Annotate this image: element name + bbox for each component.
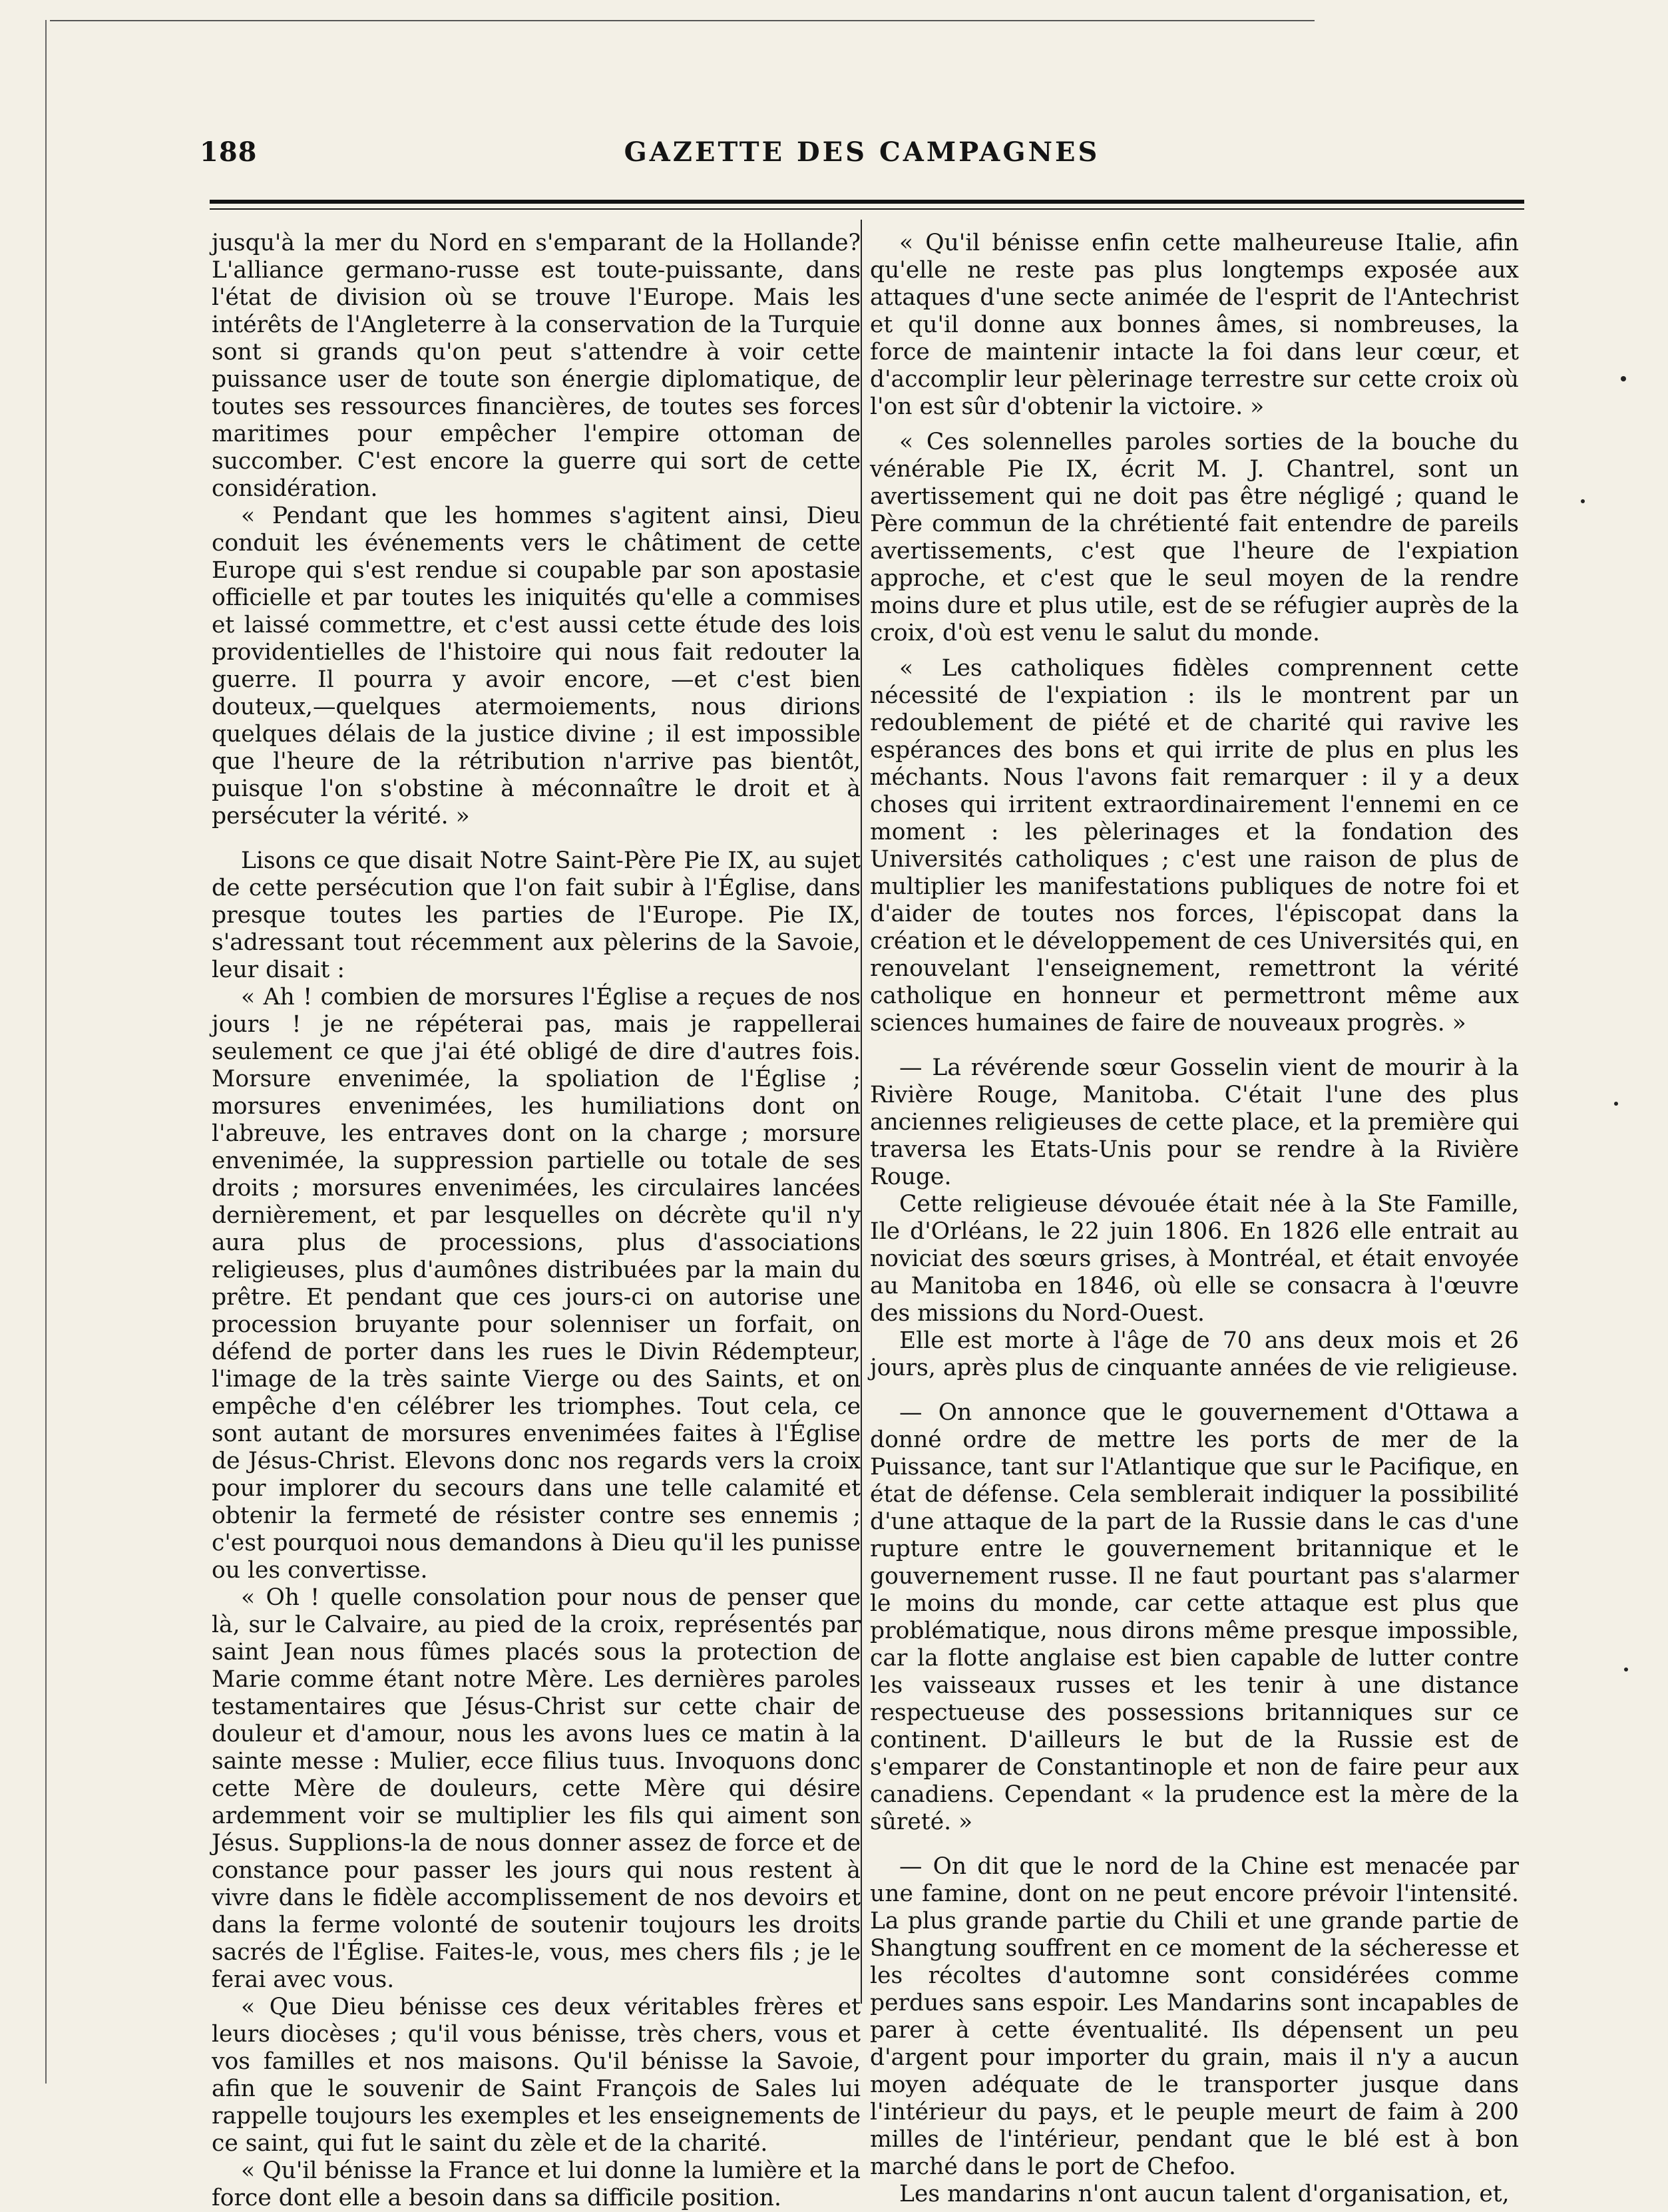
news-item: Cette religieuse dévouée était née à la Ste Famille, Ile d'Orléans, le 22 juin 1806. En 1826 elle entrait au noviciat des sœurs grises, à Montréal, et était envoyée au Manitoba en 1846, où elle se consacra à l'œuvre des missions du Nord-Ouest.: [870, 1191, 1519, 1327]
news-item: — La révérende sœur Gosselin vient de mourir à la Rivière Rouge, Manitoba. C'était l'une des plus anciennes religieuses de cette place, et la première qui traversa les Etats-Unis pour se rendre à la Rivière Rouge.: [870, 1054, 1519, 1190]
quote-paragraph: « Qu'il bénisse enfin cette malheureuse Italie, afin qu'elle ne reste pas plus longtemps exposée aux attaques d'une secte animée de l'esprit de l'Antechrist et qu'il donne aux bonnes âmes, si nombreuses, la force de maintenir intacte la foi dans leur cœur, et d'accomplir leur pèlerinage terrestre sur cette croix où l'on est sûr d'obtenir la victoire. »: [870, 230, 1519, 420]
ink-speck: [1614, 1102, 1618, 1106]
quote-paragraph: « Pendant que les hommes s'agitent ainsi, Dieu conduit les événements vers le châtiment de cette Europe qui s'est rendue si coupable par son apostasie officielle et par toutes les iniquités qu'elle a commises et laissé commettre, et c'est aussi cette étude des lois providentielles de l'histoire qui nous fait redouter la guerre. Il pourra y avoir encore, —et c'est bien douteux,—quelques atermoiements, nous dirions quelques délais de la justice divine ; il est impossible que l'heure de la rétribution n'arrive pas bientôt, puisque l'on s'obstine à méconnaître le droit et à persécuter la vérité. »: [212, 503, 861, 829]
running-title: GAZETTE DES CAMPAGNES: [624, 136, 1100, 168]
article-paragraph: jusqu'à la mer du Nord en s'emparant de la Hollande? L'alliance germano-russe est toute-puissante, dans l'état de division où se trouve l'Europe. Mais les intérêts de l'Angleterre à la conservation de la Turquie sont si grands qu'on peut s'attendre à voir cette puissance user de toute son énergie diplomatique, de toutes ses ressources financières, de toutes ses forces maritimes pour empêcher l'empire ottoman de succomber. C'est encore la guerre qui sort de cette considération.: [212, 230, 861, 502]
quote-paragraph: « Qu'il bénisse la France et lui donne la lumière et la force dont elle a besoin dans sa difficile position.: [212, 2157, 861, 2211]
quote-paragraph: « Les catholiques fidèles comprennent cette nécessité de l'expiation : ils le montrent par un redoublement de piété et de charité qui ravive les espérances des bons et qui irrite de plus en plus les méchants. Nous l'avons fait remarquer : il y a deux choses qui irritent extraordinairement l'ennemi en ce moment : les pèlerinages et la fondation des Universités catholiques ; c'est une raison de plus de multiplier les manifestations publiques de notre foi et d'aider de toutes nos forces, l'épiscopat dans la création et le développement de ces Universités qui, en renouvelant l'enseignement, remettront la vérité catholique en honneur et permettront même aux sciences humaines de faire de nouveaux progrès. »: [870, 655, 1519, 1036]
article-paragraph: Lisons ce que disait Notre Saint-Père Pie IX, au sujet de cette persécution que l'on fait subir à l'Église, dans presque toutes les parties de l'Europe. Pie IX, s'adressant tout récemment aux pèlerins de la Savoie, leur disait :: [212, 847, 861, 983]
left-column: [212, 230, 861, 2212]
ink-speck: [1581, 499, 1585, 503]
news-item: — On dit que le nord de la Chine est menacée par une famine, dont on ne peut encore prévoir l'intensité. La plus grande partie du Chili et une grande partie de Shangtung souffrent en ce moment de la sécheresse et les récoltes d'automne sont considérées comme perdues sans espoir. Les Mandarins sont incapables de parer à cette éventualité. Ils dépensent un peu d'argent pour importer du grain, mais il n'y a aucun moyen adéquate de le transporter jusque dans l'intérieur du pays, et le peuple meurt de faim à 200 milles de l'intérieur, pendant que le blé est à bon marché dans le port de Chefoo.: [870, 1853, 1519, 2180]
quote-paragraph: « Ces solennelles paroles sorties de la bouche du vénérable Pie IX, écrit M. J. Chantrel, sont un avertissement qui ne doit pas être négligé ; quand le Père commun de la chrétienté fait entendre de pareils avertissements, c'est que l'heure de l'expiation approche, et c'est que le seul moyen de la rendre moins dure et plus utile, est de se réfugier auprès de la croix, d'où est venu le salut du monde.: [870, 429, 1519, 646]
page-number: 188: [200, 136, 258, 168]
news-item: Les mandarins n'ont aucun talent d'organisation, et,: [899, 2181, 1510, 2207]
page-margin-rule: [45, 20, 47, 2084]
column-divider: [861, 220, 862, 2004]
page-header: [200, 136, 1524, 176]
news-item: — On annonce que le gouvernement d'Ottawa a donné ordre de mettre les ports de mer de la Puissance, tant sur l'Atlantique que sur le Pacifique, en état de défense. Cela semblerait indiquer la possibilité d'une attaque de la part de la Russie dans le cas d'une rupture entre le gouvernement britannique et le gouvernement russe. Il ne faut pourtant pas s'alarmer le moins du monde, car cette attaque est plus que problématique, nous dirons même presque impossible, car la flotte anglaise est bien capable de lutter contre les vaisseaux russes et les tenir à une distance respectueuse des possessions britanniques sur ce continent. D'ailleurs le but de la Russie est de s'emparer de Constantinople et non de faire peur aux canadiens. Cependant « la prudence est la mère de la sûreté. »: [870, 1399, 1519, 1835]
header-rule: [210, 200, 1524, 210]
quote-paragraph: « Ah ! combien de morsures l'Église a reçues de nos jours ! je ne répéterai pas, mais je rappellerai seulement ce que j'ai été obligé de dire d'autres fois. Morsure envenimée, la spoliation de l'Église ; morsures envenimées, les humiliations dont on l'abreuve, les entraves dont on la charge ; morsure envenimée, la suppression partielle ou totale de ses droits ; morsures envenimées, les circulaires lancées dernièrement, et par lesquelles on décrète qu'il n'y aura plus de processions, plus d'associations religieuses, plus d'aumônes distribuées par la main du prêtre. Et pendant que ces jours-ci on autorise une procession bruyante pour solenniser un forfait, on défend de porter dans les rues le Divin Rédempteur, l'image de la très sainte Vierge ou des Saints, et on empêche d'en célébrer les triomphes. Tout cela, ce sont autant de morsures envenimées faites à l'Église de Jésus-Christ. Elevons donc nos regards vers la croix pour implorer du secours dans une telle calamité et obtenir la fermeté de résister contre ses ennemis ; c'est pourquoi nous demandons à Dieu qu'il les punisse ou les convertisse.: [212, 984, 861, 1584]
ink-speck: [1624, 1667, 1628, 1671]
quote-paragraph: « Oh ! quelle consolation pour nous de penser que là, sur le Calvaire, au pied de la croix, représentés par saint Jean nous fûmes placés sous la protection de Marie comme étant notre Mère. Les dernières paroles testamentaires que Jésus-Christ sur cette chair de douleur et d'amour, nous les avons lues ce matin à la sainte messe : Mulier, ecce filius tuus. Invoquons donc cette Mère de douleurs, cette Mère qui désire ardemment voir se multiplier les fils qui aiment son Jésus. Supplions-la de nous donner assez de force et de constance pour passer les jours qui nous restent à vivre dans le fidèle accomplissement de nos devoirs et dans la ferme volonté de soutenir toujours les droits sacrés de l'Église. Faites-le, vous, mes chers fils ; je le ferai avec vous.: [212, 1584, 861, 1993]
quote-paragraph: « Que Dieu bénisse ces deux véritables frères et leurs diocèses ; qu'il vous bénisse, très chers, vous et vos familles et nos maisons. Qu'il bénisse la Savoie, afin que le souvenir de Saint François de Sales lui rappelle toujours les exemples et les enseignements de ce saint, qui fut le saint du zèle et de la charité.: [212, 1994, 861, 2157]
top-edge-rule: [50, 20, 1315, 21]
news-item: Elle est morte à l'âge de 70 ans deux mois et 26 jours, après plus de cinquante années de vie religieuse.: [870, 1327, 1519, 1381]
right-column: [870, 230, 1519, 2208]
ink-speck: [1621, 376, 1626, 381]
